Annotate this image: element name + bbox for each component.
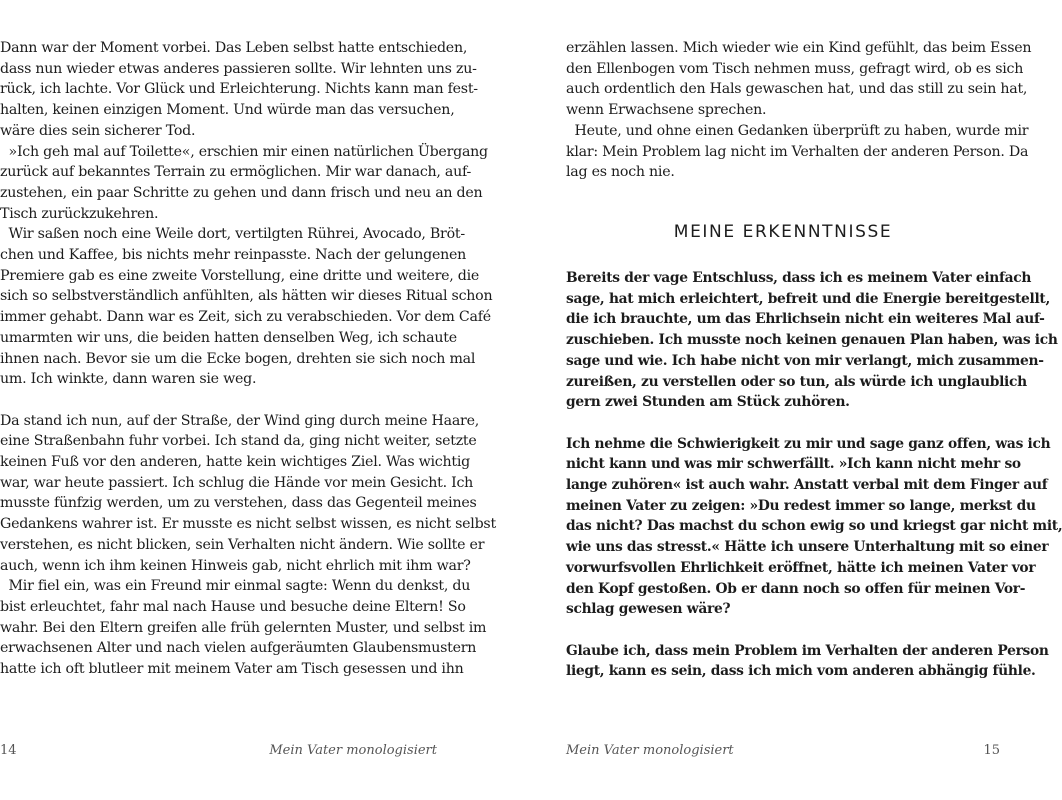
text-line: immer gehabt. Dann war es Zeit, sich zu verabschieden. Vor dem Café	[0, 309, 491, 326]
insight-line: Glaube ich, dass mein Problem im Verhalten der anderen Person	[566, 642, 1049, 659]
right-page	[566, 0, 1062, 800]
insight-line: Bereits der vage Entschluss, dass ich es meinem Vater einfach	[566, 270, 1032, 286]
insight-line: meinen Vater zu zeigen: »Du redest immer so lange, merkst du	[566, 497, 1036, 514]
text-line: erwachsenen Alter und nach vielen aufgeräumten Glaubensmustern	[0, 640, 477, 657]
text-line: hatte ich oft blutleer mit meinem Vater am Tisch gesessen und ihn	[0, 661, 464, 678]
section-heading: MEINE ERKENNTNISSE	[673, 222, 893, 242]
text-line: wahr. Bei den Eltern greifen alle früh gelernten Muster, und selbst im	[0, 619, 487, 636]
text-line: klar: Mein Problem lag nicht im Verhalten der anderen Person. Da	[566, 143, 1029, 160]
text-line: Heute, und ohne einen Gedanken überprüft zu haben, wurde mir	[566, 122, 1029, 139]
text-line: um. Ich winkte, dann waren sie weg.	[0, 371, 257, 388]
insights-box	[566, 268, 1062, 682]
insight-line: wie uns das stresst.« Hätte ich unsere Unterhaltung mit so einer	[566, 539, 1049, 556]
text-line: Da stand ich nun, auf der Straße, der Wind ging durch meine Haare,	[0, 412, 479, 429]
insight-line: gern zwei Stunden am Stück zuhören.	[566, 394, 850, 411]
insight-line: liegt, kann es sein, dass ich mich vom anderen abhängig fühle.	[566, 663, 1036, 680]
text-line: lag es noch nie.	[566, 164, 675, 181]
paragraph-gap	[566, 413, 1000, 434]
text-line: zurück auf bekanntes Terrain zu ermöglichen. Mir war danach, auf-	[0, 164, 472, 181]
right-page-number: 15	[983, 743, 1000, 758]
insight-line: sage, hat mich erleichtert, befreit und die Energie bereitgestellt,	[566, 290, 1050, 307]
text-line: Premiere gab es eine zweite Vorstellung, eine dritte und weitere, die	[0, 267, 480, 284]
text-line: wenn Erwachsene sprechen.	[566, 102, 767, 119]
insight-line: das nicht? Das machst du schon ewig so und kriegst gar nicht mit,	[566, 518, 1062, 535]
text-line: auch, wenn ich ihm keinen Hinweis gab, nicht ehrlich mit ihm war?	[0, 557, 471, 574]
left-page	[0, 0, 496, 800]
text-line: wäre dies sein sicherer Tod.	[0, 122, 196, 139]
text-line: bist erleuchtet, fahr mal nach Hause und besuche deine Eltern! So	[0, 598, 466, 615]
paragraph-gap	[0, 390, 437, 411]
insight-line: sage und wie. Ich habe nicht von mir verlangt, mich zusammen-	[566, 352, 1044, 369]
text-line: den Ellenbogen vom Tisch nehmen muss, gefragt wird, ob es sich	[566, 60, 1024, 77]
text-line: musste fünfzig werden, um zu verstehen, dass das Gegenteil meines	[0, 495, 477, 512]
insight-line: den Kopf gestoßen. Ob er dann noch so offen für meinen Vor-	[566, 580, 1026, 597]
insight-line: zuschieben. Ich musste noch keinen genauen Plan haben, was ich	[566, 332, 1058, 349]
text-line: ihnen nach. Bevor sie um die Ecke bogen, drehten sie sich noch mal	[0, 350, 476, 367]
text-line: rück, ich lachte. Vor Glück und Erleichterung. Nichts kann man fest-	[0, 81, 478, 98]
text-line: zustehen, ein paar Schritte zu gehen und dann frisch und neu an den	[0, 184, 483, 201]
text-line: »Ich geh mal auf Toilette«, erschien mir einen natürlichen Übergang	[0, 143, 488, 160]
text-line: Tisch zurückzukehren.	[0, 205, 159, 222]
left-page-body	[0, 38, 496, 680]
text-line: halten, keinen einzigen Moment. Und würde man das versuchen,	[0, 102, 455, 119]
text-line: sich so selbstverständlich anfühlten, als hätten wir dieses Ritual schon	[0, 288, 493, 305]
text-line: Gedankens wahrer ist. Er musste es nicht selbst wissen, es nicht selbst	[0, 516, 496, 533]
insight-line: lange zuhören« ist auch wahr. Anstatt verbal mit dem Finger auf	[566, 477, 1048, 494]
insight-line: Ich nehme die Schwierigkeit zu mir und sage ganz offen, was ich	[566, 435, 1051, 452]
insight-line: zureißen, zu verstellen oder so tun, als würde ich unglaublich	[566, 373, 1027, 390]
right-page-body	[566, 38, 1032, 183]
insight-line: vorwurfsvollen Ehrlichkeit eröffnet, hätte ich meinen Vater vor	[566, 559, 1036, 576]
text-line: verstehen, es nicht blicken, sein Verhalten nicht ändern. Wie sollte er	[0, 536, 485, 553]
paragraph-gap	[566, 620, 1000, 641]
text-line: chen und Kaffee, bis nichts mehr reinpasste. Nach der gelungenen	[0, 247, 467, 264]
text-line: auch ordentlich den Hals gewaschen hat, und das still zu sein hat,	[566, 81, 1028, 98]
text-line: war, war heute passiert. Ich schlug die Hände vor mein Gesicht. Ich	[0, 474, 474, 491]
left-running-title: Mein Vater monologisiert	[269, 743, 437, 758]
text-line: umarmten wir uns, die beiden hatten denselben Weg, ich schaute	[0, 329, 457, 346]
left-page-number: 14	[0, 743, 17, 758]
insight-line: nicht kann und was mir schwerfällt. »Ich kann nicht mehr so	[566, 456, 1021, 473]
insight-line: die ich brauchte, um das Ehrlichsein nicht ein weiteres Mal auf-	[566, 311, 1045, 328]
insight-line: schlag gewesen wäre?	[566, 601, 731, 618]
text-line: eine Straßenbahn fuhr vorbei. Ich stand da, ging nicht weiter, setzte	[0, 433, 477, 450]
right-running-title: Mein Vater monologisiert	[566, 743, 734, 758]
text-line: Wir saßen noch eine Weile dort, vertilgten Rührei, Avocado, Bröt-	[0, 226, 465, 243]
text-line: erzählen lassen. Mich wieder wie ein Kind gefühlt, das beim Essen	[566, 40, 1032, 56]
text-line: Mir fiel ein, was ein Freund mir einmal sagte: Wenn du denkst, du	[0, 578, 471, 595]
text-line: Dann war der Moment vorbei. Das Leben selbst hatte entschieden,	[0, 40, 468, 56]
text-line: keinen Fuß vor den anderen, hatte kein wichtiges Ziel. Was wichtig	[0, 454, 470, 471]
text-line: dass nun wieder etwas anderes passieren sollte. Wir lehnten uns zu-	[0, 60, 477, 77]
